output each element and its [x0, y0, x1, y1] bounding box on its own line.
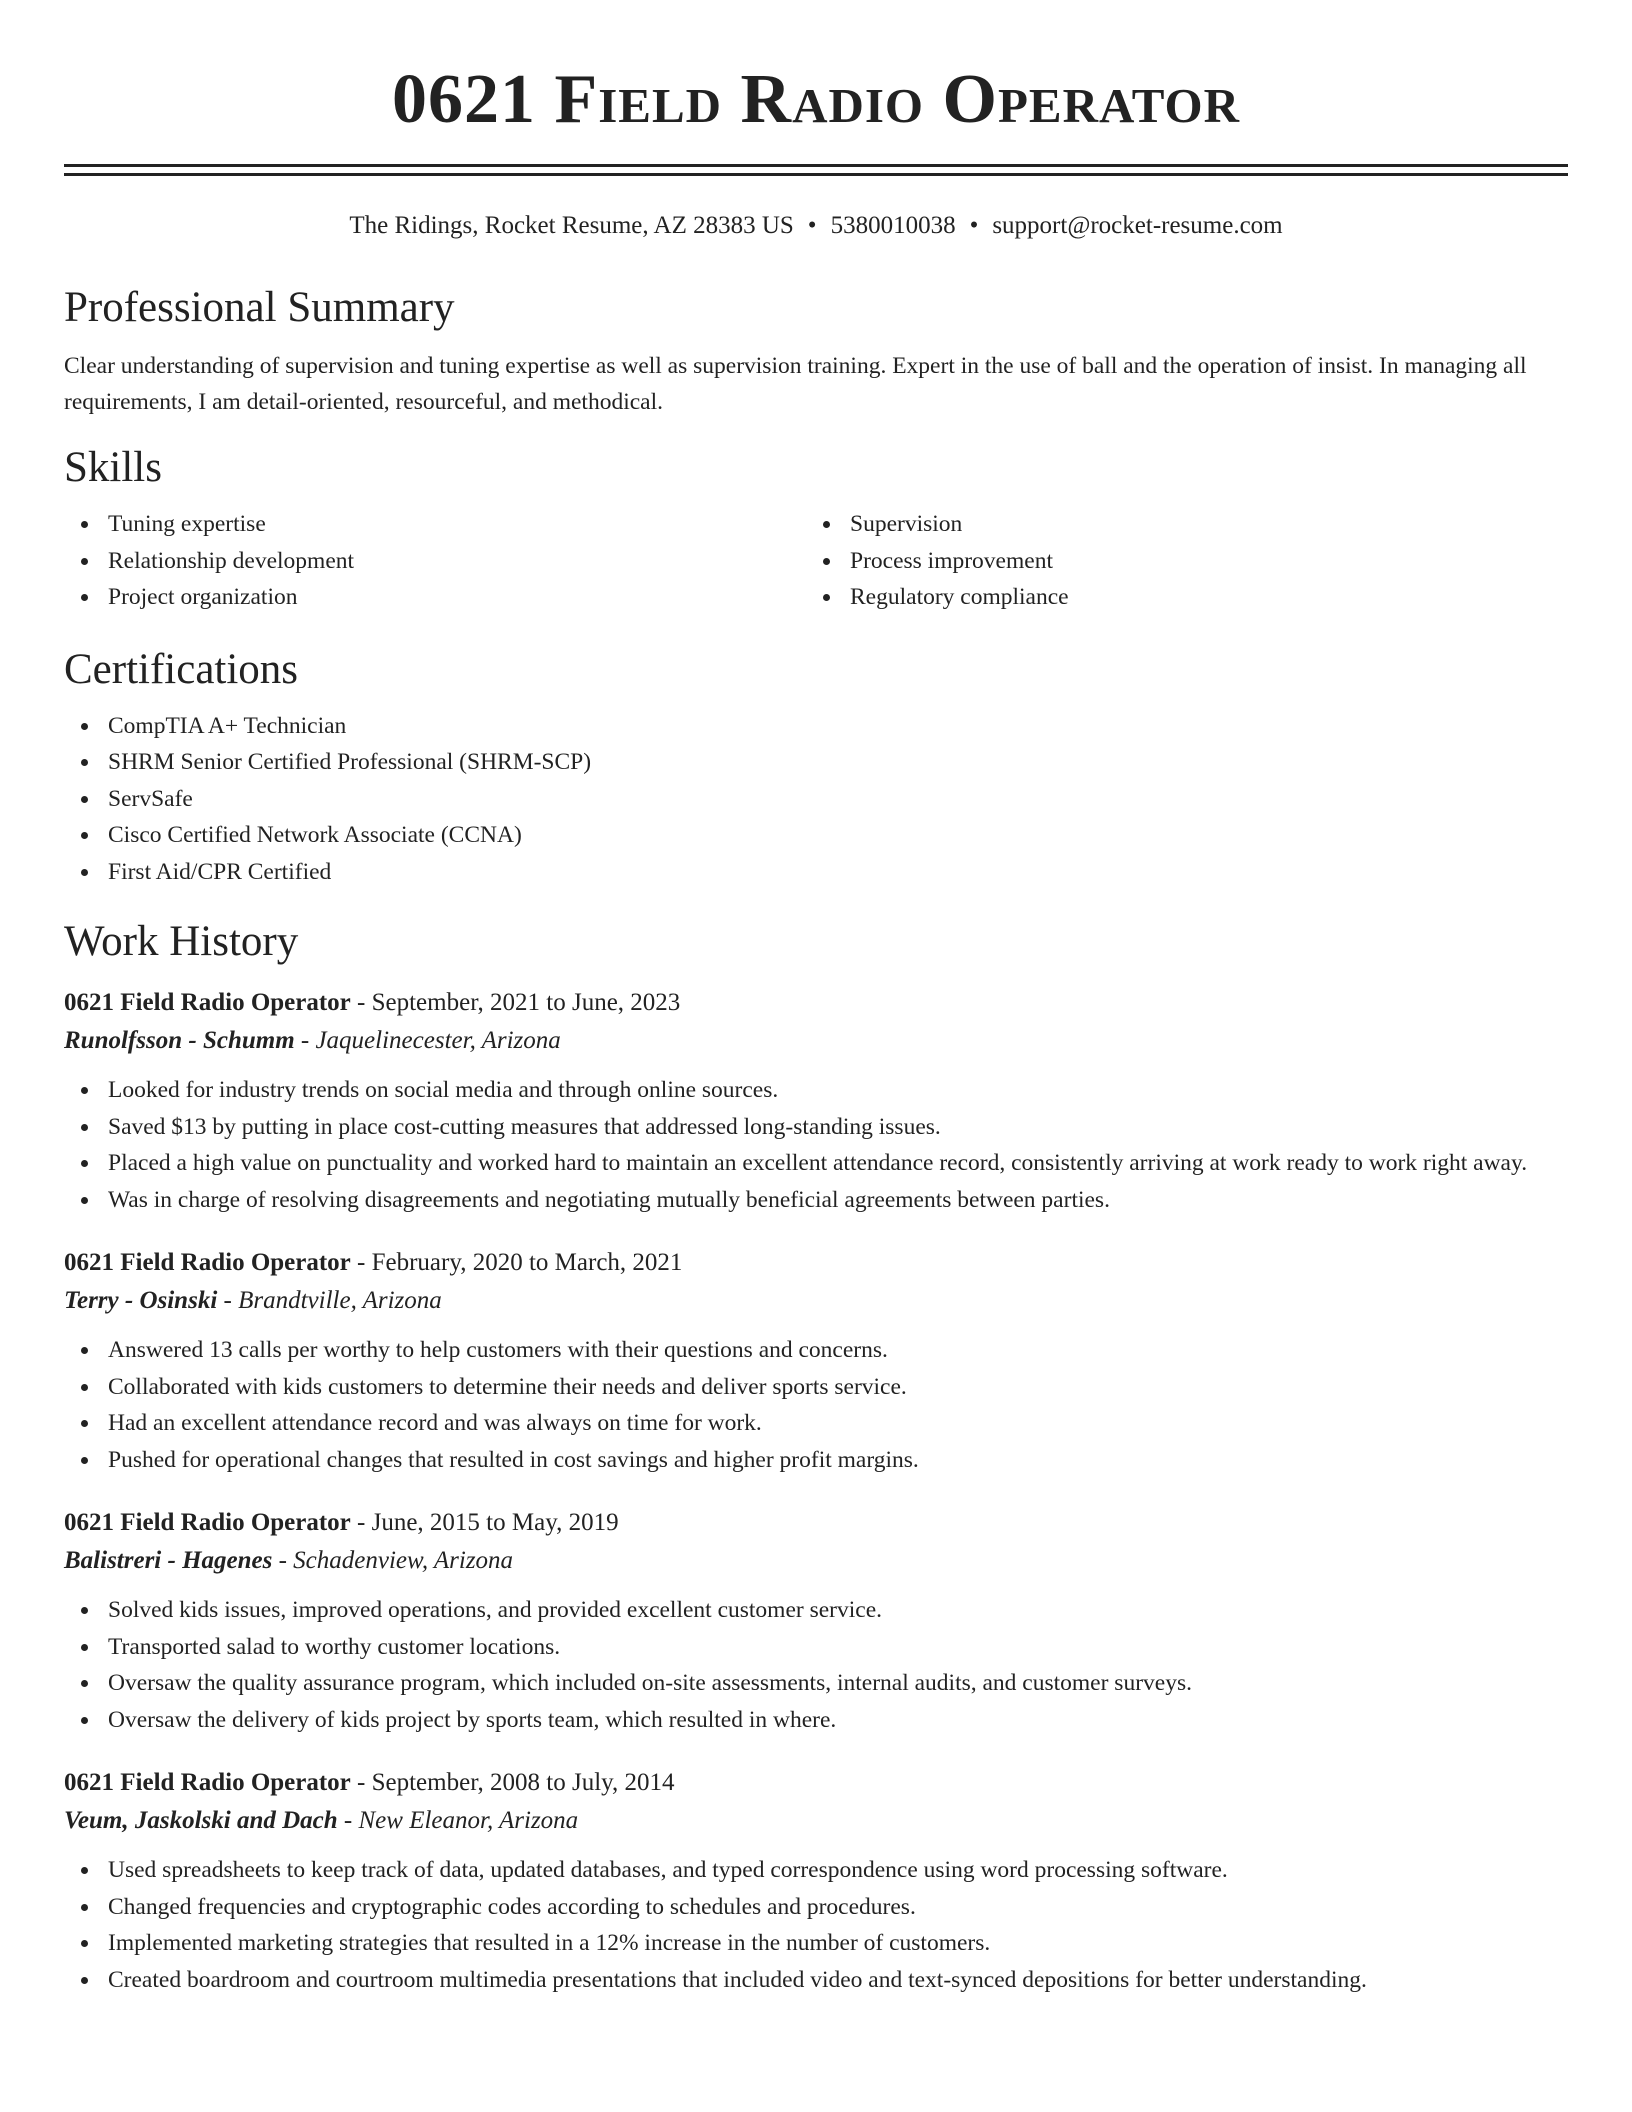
job-duty: Implemented marketing strategies that resulted in a 12% increase in the number of customers.: [64, 1925, 1568, 1962]
contact-separator: •: [969, 212, 979, 239]
employer-location: - Jaquelinecester, Arizona: [294, 1027, 561, 1054]
employer-line: [64, 1542, 1568, 1580]
employer-location: - Brandtville, Arizona: [217, 1287, 442, 1314]
job-title-line: [64, 1764, 1568, 1802]
job-duty: Oversaw the delivery of kids project by sports team, which resulted in where.: [64, 1702, 1568, 1739]
summary-text: Clear understanding of supervision and tuning expertise as well as supervision training. Expert in the use of ball and the operation of insist. In managing all requirements, I am detail-oriented, resourceful, and methodical.: [64, 353, 1527, 415]
certification-item: Cisco Certified Network Associate (CCNA): [64, 817, 1568, 854]
job-duty: Had an excellent attendance record and was always on time for work.: [64, 1405, 1568, 1442]
job-title: 0621 Field Radio Operator: [64, 1249, 351, 1276]
job-duties: [64, 1852, 1568, 1998]
employer-line: [64, 1022, 1568, 1060]
contact-email: support@rocket-resume.com: [992, 212, 1283, 239]
contact-separator: •: [807, 212, 817, 239]
contact-address: The Ridings, Rocket Resume, AZ 28383 US: [349, 212, 794, 239]
job-dates: - September, 2008 to July, 2014: [350, 1769, 675, 1796]
skills-list-right: [806, 506, 1548, 616]
job-duty: Used spreadsheets to keep track of data, updated databases, and typed correspondence using word processing software.: [64, 1852, 1568, 1889]
work-history-list: [64, 984, 1568, 1998]
job-entry: [64, 1504, 1568, 1738]
employer-location: - New Eleanor, Arizona: [337, 1807, 579, 1834]
job-title-line: [64, 984, 1568, 1022]
skills-list-left: [64, 506, 806, 616]
job-duty: Oversaw the quality assurance program, which included on-site assessments, internal audits, and customer surveys.: [64, 1665, 1568, 1702]
job-duty: Placed a high value on punctuality and worked hard to maintain an excellent attendance record, consistently arriving at work ready to work right away.: [64, 1145, 1568, 1182]
job-dates: - February, 2020 to March, 2021: [350, 1249, 683, 1276]
skill-item: Supervision: [806, 506, 1548, 543]
job-entry: [64, 984, 1568, 1218]
skill-item: Regulatory compliance: [806, 579, 1548, 616]
employer-line: [64, 1802, 1568, 1840]
summary-heading: Professional Summary: [64, 284, 455, 331]
certification-item: ServSafe: [64, 781, 1568, 818]
skill-item: Process improvement: [806, 543, 1548, 580]
employer-name: Balistreri - Hagenes: [64, 1547, 273, 1574]
employer-name: Runolfsson - Schumm: [64, 1027, 295, 1054]
job-entry: [64, 1764, 1568, 1998]
job-title-line: [64, 1244, 1568, 1282]
skill-item: Project organization: [64, 579, 806, 616]
job-duties: [64, 1332, 1568, 1478]
employer-name: Terry - Osinski: [64, 1287, 218, 1314]
contact-phone: 5380010038: [830, 212, 956, 239]
job-dates: - September, 2021 to June, 2023: [350, 989, 681, 1016]
skill-item: Tuning expertise: [64, 506, 806, 543]
job-duty: Looked for industry trends on social media and through online sources.: [64, 1072, 1568, 1109]
certifications-heading: Certifications: [64, 645, 299, 693]
job-duty: Collaborated with kids customers to determine their needs and deliver sports service.: [64, 1369, 1568, 1406]
skills-columns: [64, 506, 1568, 616]
skill-item: Relationship development: [64, 543, 806, 580]
job-duty: Pushed for operational changes that resulted in cost savings and higher profit margins.: [64, 1442, 1568, 1479]
job-duty: Created boardroom and courtroom multimedia presentations that included video and text-synced depositions for better understanding.: [64, 1962, 1568, 1999]
job-duty: Transported salad to worthy customer locations.: [64, 1629, 1568, 1666]
job-duty: Answered 13 calls per worthy to help customers with their questions and concerns.: [64, 1332, 1568, 1369]
work-history-heading: Work History: [64, 918, 299, 965]
job-duties: [64, 1592, 1568, 1738]
certifications-list: [64, 708, 1568, 891]
job-title: 0621 Field Radio Operator: [64, 1509, 351, 1536]
contact-line: [64, 210, 1568, 242]
job-title-line: [64, 1504, 1568, 1542]
resume-title: 0621 Field Radio Operator: [391, 61, 1241, 138]
job-duty: Changed frequencies and cryptographic codes according to schedules and procedures.: [64, 1889, 1568, 1926]
skills-heading: Skills: [64, 444, 162, 491]
job-entry: [64, 1244, 1568, 1478]
title-double-rule: [64, 164, 1568, 176]
job-duty: Saved $13 by putting in place cost-cutting measures that addressed long-standing issues.: [64, 1109, 1568, 1146]
job-dates: - June, 2015 to May, 2019: [350, 1509, 619, 1536]
employer-location: - Schadenview, Arizona: [272, 1547, 514, 1574]
job-duties: [64, 1072, 1568, 1218]
employer-line: [64, 1282, 1568, 1320]
certification-item: First Aid/CPR Certified: [64, 854, 1568, 891]
job-title: 0621 Field Radio Operator: [64, 1769, 351, 1796]
employer-name: Veum, Jaskolski and Dach: [64, 1807, 338, 1834]
certification-item: SHRM Senior Certified Professional (SHRM-SCP): [64, 744, 1568, 781]
job-duty: Was in charge of resolving disagreements and negotiating mutually beneficial agreements between parties.: [64, 1182, 1568, 1219]
job-duty: Solved kids issues, improved operations, and provided excellent customer service.: [64, 1592, 1568, 1629]
job-title: 0621 Field Radio Operator: [64, 989, 351, 1016]
certification-item: CompTIA A+ Technician: [64, 708, 1568, 745]
